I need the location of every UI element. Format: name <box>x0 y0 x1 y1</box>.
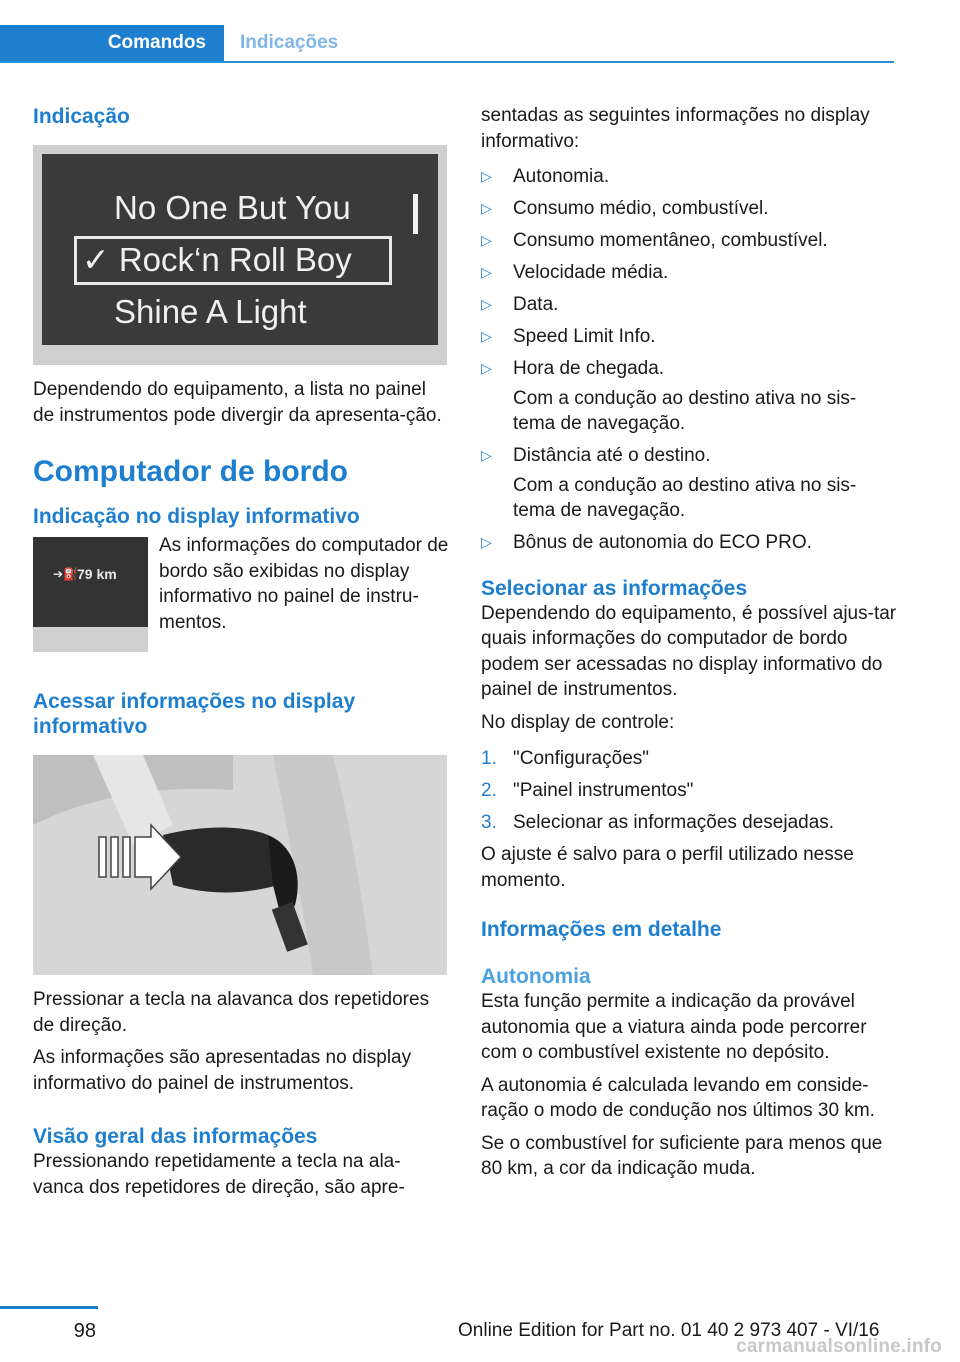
heading-visao-geral: Visão geral das informações <box>33 1125 318 1148</box>
scrollbar-indicator <box>413 194 418 234</box>
list-item: ▷ Consumo momentâneo, combustível. <box>481 228 897 254</box>
para-display-controle: No display de controle: <box>481 711 675 733</box>
tab-indicacoes[interactable]: Indicações <box>240 32 339 53</box>
tab-comandos[interactable]: Comandos <box>0 25 224 61</box>
list-row-1: No One But You <box>114 189 351 226</box>
list-item: ▷ Speed Limit Info. <box>481 324 897 350</box>
heading-selecionar: Selecionar as informações <box>481 576 748 600</box>
para-dependendo: Dependendo do equipamento, a lista no painel de instrumentos pode divergir da apresenta-ção. <box>33 379 442 426</box>
km-screen <box>33 537 148 627</box>
heading-computador-bordo: Computador de bordo <box>33 455 348 488</box>
list-item: 1. "Configurações" <box>481 748 650 769</box>
watermark: carmanualsonline.info <box>736 1336 942 1357</box>
stalk-illustration-icon <box>33 755 447 975</box>
triangle-bullet-icon: ▷ <box>481 360 492 376</box>
heading-acessar: Acessar informações no display informativo <box>33 690 356 738</box>
heading-detalhe: Informações em detalhe <box>481 918 722 941</box>
heading-display-informativo: Indicação no display informativo <box>33 505 360 528</box>
para-selecionar: Dependendo do equipamento, é possível ajus-tar quais informações do computador de bordo podem ser acessadas no display informativo do painel de instrumentos. <box>481 602 897 700</box>
triangle-bullet-icon: ▷ <box>481 447 492 463</box>
para-pressionando: Pressionando repetidamente a tecla na ala-vanca dos repetidores de direção, são apre- <box>33 1151 405 1198</box>
steps-list <box>481 746 897 836</box>
triangle-bullet-icon: ▷ <box>481 534 492 550</box>
heading-indicacao: Indicação <box>33 105 130 128</box>
info-bullet-list <box>481 164 897 556</box>
para-ajuste: O ajuste é salvo para o perfil utilizado nesse momento. <box>481 844 854 891</box>
km-readout: 79 km <box>77 566 117 582</box>
edition-info: Online Edition for Part no. 01 40 2 973 407 - VI/16 <box>458 1320 880 1341</box>
para-info-computador: As informações do computador de bordo são exibidas no display informativo no painel de instru-mentos. <box>159 535 449 633</box>
list-item: ▷ Data. <box>481 292 897 318</box>
left-column <box>33 100 447 1207</box>
list-item: ▷ Consumo médio, combustível. <box>481 196 897 222</box>
display-screen <box>42 154 438 345</box>
header-tabs <box>0 25 894 63</box>
list-item: 2. "Painel instrumentos" <box>481 780 694 801</box>
fuel-pump-icon: ➔⛽ <box>53 567 78 581</box>
para-autonomia-3: Se o combustível for suficiente para menos que 80 km, a cor da indicação muda. <box>481 1132 883 1179</box>
list-row-3: Shine A Light <box>114 293 307 330</box>
heading-autonomia: Autonomia <box>481 965 591 988</box>
list-item: ▷ Autonomia. <box>481 164 897 190</box>
triangle-bullet-icon: ▷ <box>481 200 492 216</box>
para-autonomia-2: A autonomia é calculada levando em conside-ração o modo de condução nos últimos 30 km. <box>481 1074 875 1121</box>
footer-divider <box>0 1306 98 1309</box>
triangle-bullet-icon: ▷ <box>481 168 492 184</box>
list-item: ▷ Velocidade média. <box>481 260 897 286</box>
figure-stalk <box>33 755 447 975</box>
list-item: 3. Selecionar as informações desejadas. <box>481 812 835 833</box>
list-item: ▷ Distância até o destino. Com a condução ao destino ativa no sis-tema de navegação. <box>481 445 857 521</box>
para-continue: sentadas as seguintes informações no display informativo: <box>481 105 870 152</box>
figure-km-display <box>33 537 148 652</box>
list-item: ▷ Hora de chegada. Com a condução ao destino ativa no sis-tema de navegação. <box>481 358 857 434</box>
list-row-2: ✓ Rock‘n Roll Boy <box>82 241 352 278</box>
triangle-bullet-icon: ▷ <box>481 264 492 280</box>
page-number: 98 <box>73 1320 96 1342</box>
triangle-bullet-icon: ▷ <box>481 296 492 312</box>
para-pressionar: Pressionar a tecla na alavanca dos repetidores de direção. <box>33 989 430 1036</box>
right-column <box>481 103 897 1189</box>
para-apresentadas: As informações são apresentadas no display informativo do painel de instrumentos. <box>33 1047 412 1094</box>
list-item: ▷ Bônus de autonomia do ECO PRO. <box>481 530 897 556</box>
triangle-bullet-icon: ▷ <box>481 232 492 248</box>
figure2-block <box>33 533 447 661</box>
triangle-bullet-icon: ▷ <box>481 328 492 344</box>
figure-list-display <box>33 145 447 365</box>
para-autonomia-1: Esta função permite a indicação da provável autonomia que a viatura ainda pode percorrer com o combustível existente no depósito. <box>481 991 867 1063</box>
